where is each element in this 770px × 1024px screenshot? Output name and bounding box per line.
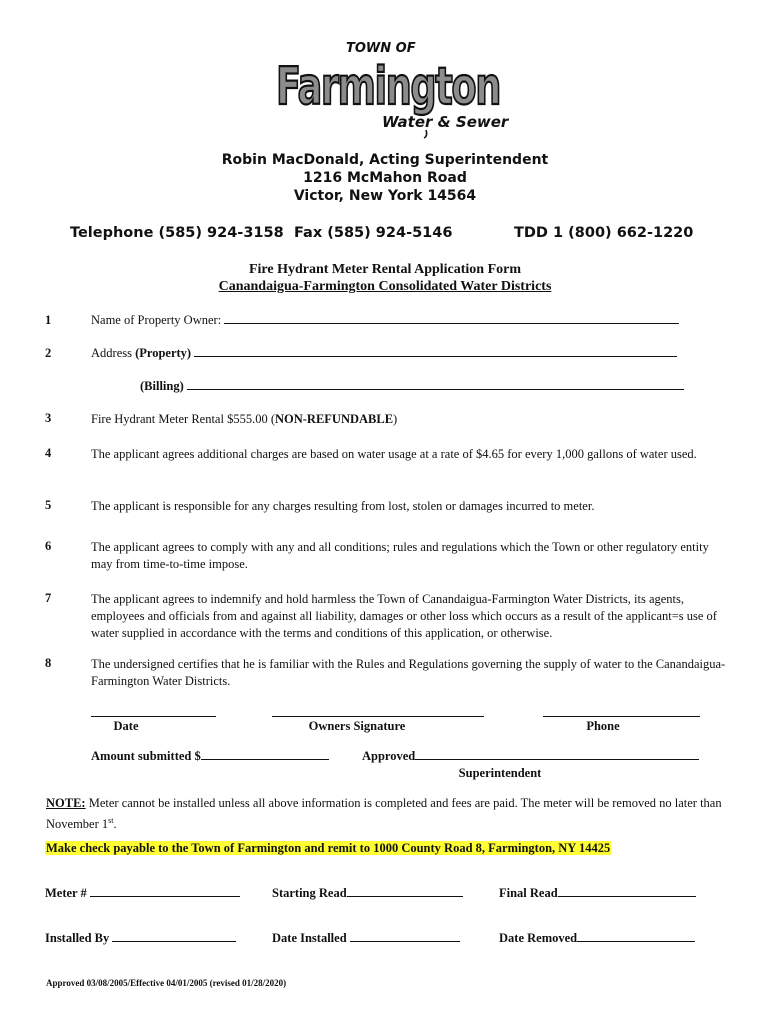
amount-submitted-label: Amount submitted $ [91,749,201,763]
address-street: 1216 McMahon Road [303,170,467,186]
property-owner-label: Name of Property Owner: [91,313,225,327]
item-number: 3 [45,411,52,425]
date-removed-field[interactable] [577,931,695,942]
installed-by-row [45,931,236,946]
certification-terms: The undersigned certifies that he is familiar with the Rules and Regulations governing the supply of water to the Canandaigua-Farmington Water Districts. [91,657,726,688]
date-installed-row [272,931,460,946]
form-subtitle: Canandaigua-Farmington Consolidated Water Districts [218,279,552,294]
note-label: NOTE: [46,796,86,810]
meter-number-row [45,886,240,901]
telephone: Telephone (585) 924-3158 [70,225,284,241]
phone-field[interactable] [543,716,700,717]
payable-instructions-row [45,839,611,857]
rental-fee-nonrefundable: NON-REFUNDABLE [274,412,394,426]
item-number: 7 [45,591,52,605]
starting-read-label: Starting Read [272,886,347,900]
property-address-field[interactable] [194,346,677,357]
installed-by-field[interactable] [112,931,236,942]
rental-fee-post: ) [393,412,398,426]
rental-fee-pre: Fire Hydrant Meter Rental $555.00 ( [91,412,275,426]
compliance-terms: The applicant agrees to comply with any and all conditions; rules and regulations which the Town or other regulatory entity may from time-to-time impose. [91,540,709,571]
property-owner-row [91,312,731,329]
item-number: 4 [45,446,52,460]
owner-signature-field[interactable] [272,716,484,717]
installed-by-label: Installed By [45,931,113,945]
billing-address-field[interactable] [187,379,684,390]
logo-town-of: TOWN OF [346,41,416,56]
property-address-row [91,345,731,362]
date-field[interactable] [91,716,216,717]
date-installed-label: Date Installed [272,931,350,945]
fax: Fax (585) 924-5146 [294,225,453,241]
owner-signature-label: Owners Signature [308,719,406,733]
note-sup: st [108,816,114,825]
amount-submitted-row [91,749,329,764]
starting-read-field[interactable] [347,886,463,897]
superintendent-name: Robin MacDonald, Acting Superintendent [221,152,549,168]
town-logo [274,30,509,138]
revision-footer: Approved 03/08/2005/Effective 04/01/2005 (revised 01/28/2020) [46,978,287,988]
note-end: . [113,817,117,832]
property-owner-field[interactable] [224,313,679,324]
billing-label: (Billing) [140,379,184,393]
item-number: 1 [45,313,52,327]
final-read-field[interactable] [558,886,696,897]
note-text: Meter cannot be installed unless all above information is completed and fees are paid. The meter will be removed no later than November 1 [46,796,722,832]
logo-water-sewer: Water & Sewer [382,113,509,131]
superintendent-label: Superintendent [458,766,542,780]
note [46,795,726,833]
rental-fee-text [91,411,731,428]
payable-instructions: Make check payable to the Town of Farmington and remit to 1000 County Road 8, Farmington, NY 14425 [46,841,611,855]
address-property-label: (Property) [135,346,192,360]
form-title: Fire Hydrant Meter Rental Application Form [248,262,522,277]
phone-label: Phone [586,719,620,733]
date-removed-row [499,931,695,946]
water-usage-terms: The applicant agrees additional charges are based on water usage at a rate of $4.65 for every 1,000 gallons of water used. [91,447,697,461]
address-label: Address [91,346,136,360]
address-city: Victor, New York 14564 [293,188,477,204]
approved-row [362,749,699,764]
final-read-label: Final Read [499,886,558,900]
item-number: 6 [45,539,52,553]
item-number: 8 [45,656,52,670]
item-number: 5 [45,498,52,512]
date-removed-label: Date Removed [499,931,578,945]
amount-submitted-field[interactable] [201,749,329,760]
indemnify-terms: The applicant agrees to indemnify and hold harmless the Town of Canandaigua-Farmington Water Districts, its agents, employees and officials from and against all liability, damages or other loss which occurs as a result of the applicant=s use of water supplied in accordance with the terms and conditions of this application, or otherwise. [91,592,717,640]
final-read-row [499,886,696,901]
billing-address-row [140,378,700,395]
approved-label: Approved [362,749,416,763]
meter-number-field[interactable] [90,886,240,897]
liability-charges-terms: The applicant is responsible for any charges resulting from lost, stolen or damages incurred to meter. [91,499,595,513]
date-installed-field[interactable] [350,931,460,942]
date-label: Date [113,719,139,733]
logo-farmington: Farmington [276,57,500,117]
tdd: TDD 1 (800) 662-1220 [514,225,694,241]
starting-read-row [272,886,463,901]
meter-number-label: Meter # [45,886,90,900]
item-number: 2 [45,346,52,360]
approved-field[interactable] [415,749,699,760]
